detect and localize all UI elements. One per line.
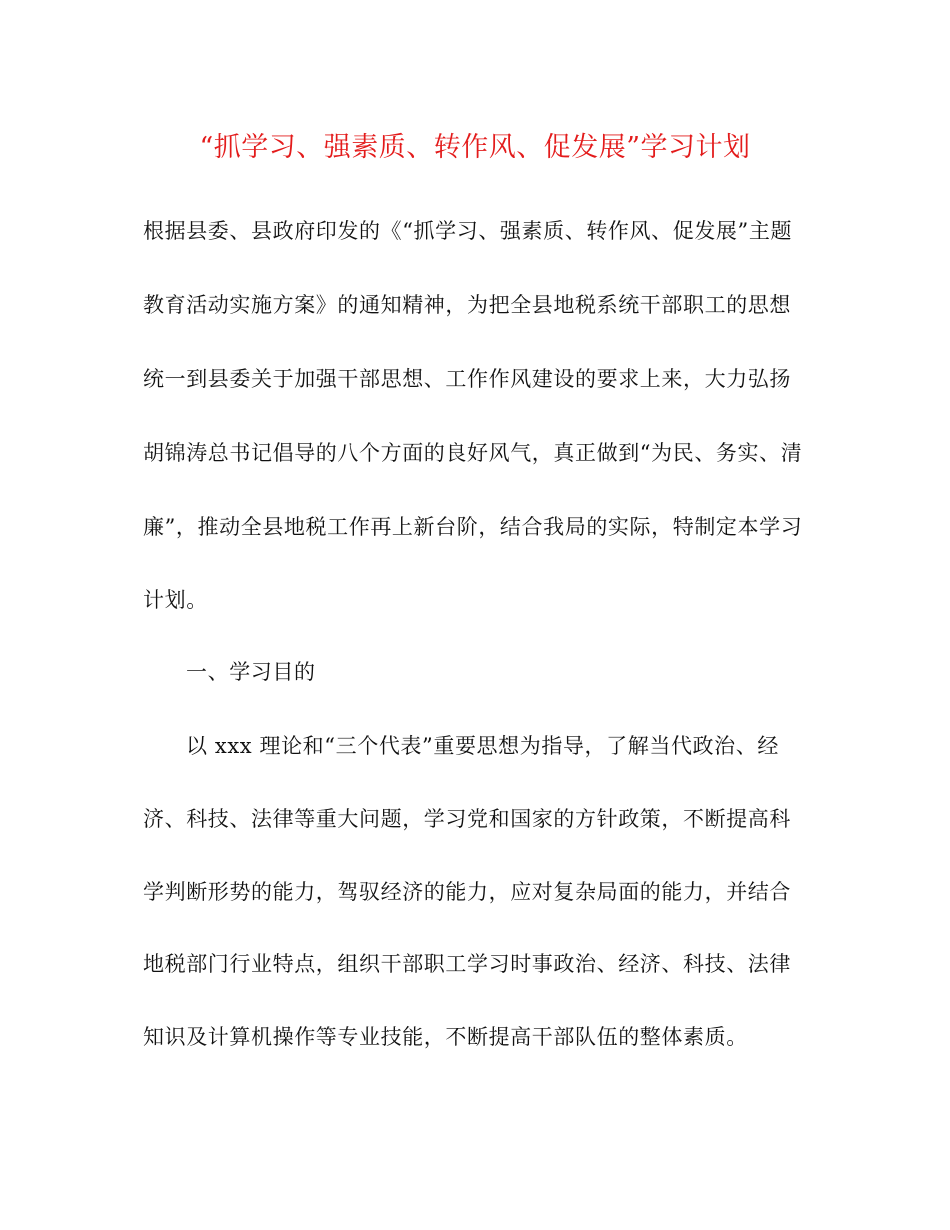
- intro-line-1: 根据县委、县政府印发的《“抓学习、强素质、转作风、促发展”主题: [143, 219, 793, 243]
- intro-line-6: 计划。: [143, 588, 208, 612]
- intro-line-4: 胡锦涛总书记倡导的八个方面的良好风气，真正做到“为民、务实、清: [143, 441, 803, 465]
- intro-line-2: 教育活动实施方案》的通知精神，为把全县地税系统干部职工的思想: [143, 293, 791, 317]
- section-line-5: 知识及计算机操作等专业技能，不断提高干部队伍的整体素质。: [143, 1025, 748, 1049]
- section-line-1: 以 xxx 理论和“三个代表”重要思想为指导，了解当代政治、经: [186, 734, 779, 758]
- section-line-3: 学判断形势的能力，驾驭经济的能力，应对复杂局面的能力，并结合: [143, 880, 791, 904]
- section-line-4: 地税部门行业特点，组织干部职工学习时事政治、经济、科技、法律: [143, 952, 791, 976]
- intro-line-5: 廉”，推动全县地税工作再上新台阶，结合我局的实际，特制定本学习: [143, 515, 803, 539]
- section-heading: 一、学习目的: [186, 660, 316, 684]
- section-line-2: 济、科技、法律等重大问题，学习党和国家的方针政策，不断提高科: [143, 807, 791, 831]
- document-title: “抓学习、强素质、转作风、促发展”学习计划: [199, 132, 751, 163]
- intro-line-3: 统一到县委关于加强干部思想、工作作风建设的要求上来，大力弘扬: [143, 367, 791, 391]
